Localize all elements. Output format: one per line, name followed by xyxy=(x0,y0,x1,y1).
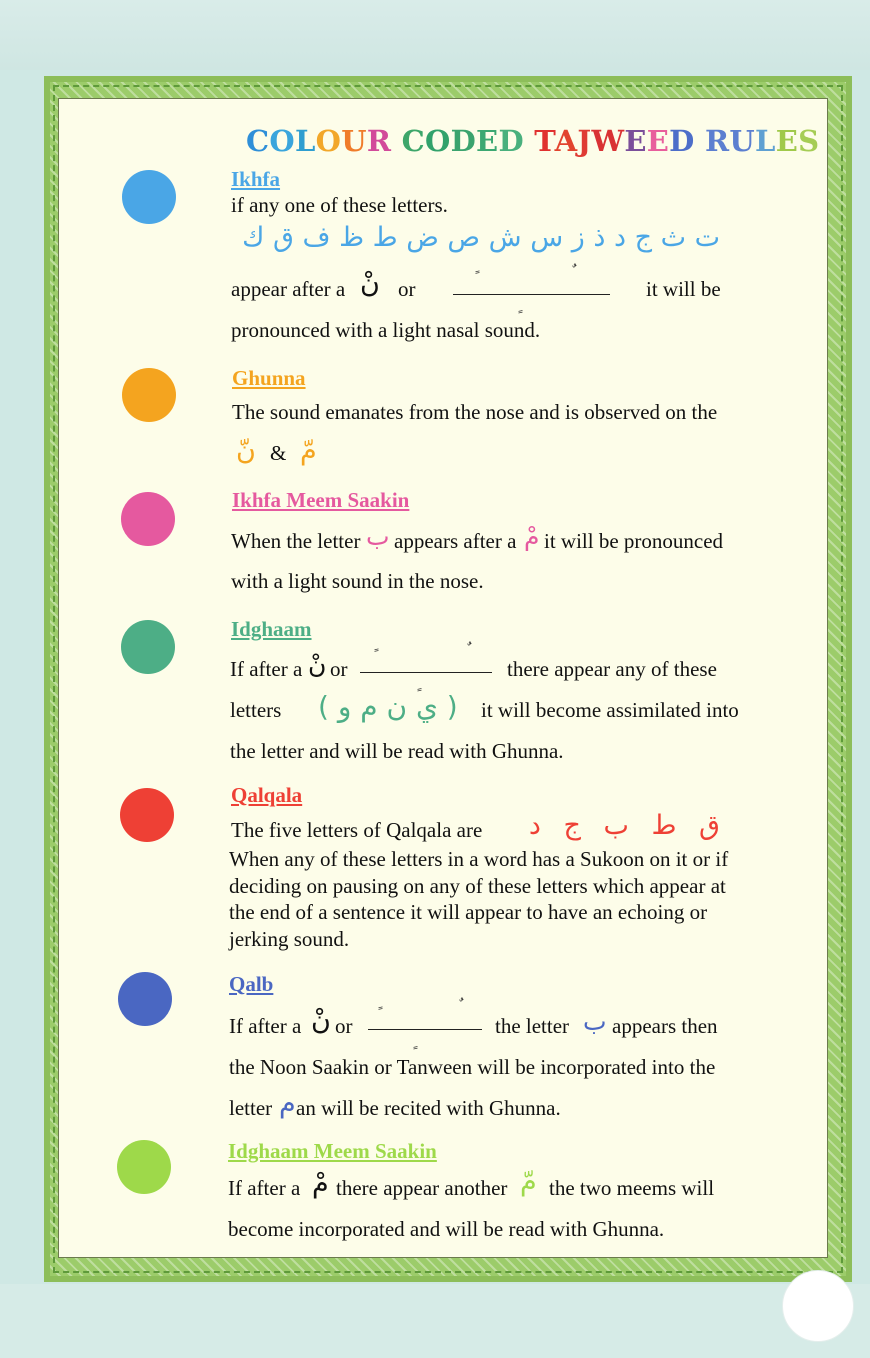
ghunna-noon-shadda: نّ xyxy=(236,435,256,466)
title-letter: C xyxy=(401,124,426,158)
qalb-line-1c: appears then xyxy=(612,1014,718,1038)
idghaam-color-dot xyxy=(121,620,175,674)
idghaam-meem-line-1a: If after a xyxy=(228,1176,301,1200)
ikhfa-line-1: if any one of these letters. xyxy=(231,193,448,217)
qalqala-color-dot xyxy=(120,788,174,842)
qalqala-letters: ق ط ب ج د xyxy=(528,810,720,841)
title-letter: C xyxy=(246,124,270,158)
idghaam-meem-heading: Idghaam Meem Saakin xyxy=(228,1139,437,1163)
idghaam-line-2a: letters xyxy=(230,698,282,722)
title-letter: E xyxy=(476,124,499,158)
title-letter: A xyxy=(554,124,578,158)
ikhfa-meem-line-1a: When the letter xyxy=(231,529,361,553)
idghaam-tanween-blank xyxy=(360,672,492,673)
idghaam-meem-line-1c: the two meems will xyxy=(549,1176,715,1200)
qalb-meem-letter: م xyxy=(279,1088,296,1119)
title-letter: E xyxy=(646,124,670,158)
title-letter: R xyxy=(704,124,730,158)
title-letter xyxy=(695,124,705,158)
title-letter xyxy=(391,124,401,158)
title-letter: T xyxy=(534,124,555,158)
qalb-noon-saakin: نْ xyxy=(311,1005,331,1036)
ikhfa-meem-meem-saakin: مْ xyxy=(524,522,540,551)
title-letter: O xyxy=(269,124,295,158)
ghunna-meem-shadda: مّ xyxy=(300,435,317,466)
qalb-line-1b: the letter xyxy=(495,1014,570,1038)
title-letter xyxy=(524,124,534,158)
ikhfa-noon-saakin: نْ xyxy=(360,268,380,299)
qalb-line-1a: If after a xyxy=(229,1014,302,1038)
ikhfa-meem-line-2: with a light sound in the nose. xyxy=(231,569,484,593)
ikhfa-line-3: pronounced with a light nasal sound. xyxy=(231,318,541,342)
idghaam-letters: ( ي ن م و ) xyxy=(318,690,458,723)
idghaam-heading: Idghaam xyxy=(231,617,312,641)
qalb-color-dot xyxy=(118,972,172,1026)
ikhfa-meem-line-1b: appears after a xyxy=(394,529,517,553)
qalqala-paragraph: When any of these letters in a word has a Sukoon on it or if deciding on pausing on any of these letters which appear at the end of a sentence it will appear to have an echoing or jerking sound. xyxy=(229,847,729,951)
title-letter: L xyxy=(294,124,316,158)
ikhfa-meem-ba-letter: ب xyxy=(366,522,390,551)
page-number-circle xyxy=(782,1270,854,1342)
ikhfa-meem-heading: Ikhfa Meem Saakin xyxy=(232,488,410,512)
ikhfa-meem-line-1c: it will be pronounced xyxy=(544,529,724,553)
ghunna-ampersand: & xyxy=(270,441,287,465)
title-letter: O xyxy=(315,124,342,158)
qalb-line-1-or: or xyxy=(335,1014,353,1038)
ghunna-heading: Ghunna xyxy=(232,366,306,390)
title-letter: W xyxy=(591,124,625,158)
title-letter: E xyxy=(775,124,799,158)
idghaam-meem-meem-shadda: مّ xyxy=(520,1166,537,1197)
ghunna-color-dot xyxy=(122,368,176,422)
title-letter: S xyxy=(798,124,820,158)
title-letter: D xyxy=(669,124,695,158)
idghaam-line-1a: If after a xyxy=(230,657,303,681)
qalb-tanween-blank xyxy=(368,1029,482,1030)
qalqala-line-1: The five letters of Qalqala are xyxy=(231,818,483,842)
title-letter: O xyxy=(425,124,451,158)
ikhfa-line-2-start: appear after a xyxy=(231,277,346,301)
title-letter: U xyxy=(341,124,367,158)
qalb-line-3b: an will be recited with Ghunna. xyxy=(296,1096,561,1120)
title-letter: D xyxy=(450,124,477,158)
ikhfa-color-dot xyxy=(122,170,176,224)
qalb-line-3a: letter xyxy=(229,1096,273,1120)
idghaam-line-2b: it will become assimilated into xyxy=(481,698,739,722)
ikhfa-line-2-or: or xyxy=(398,277,416,301)
idghaam-meem-line-2: become incorporated and will be read with Ghunna. xyxy=(228,1217,665,1241)
idghaam-meem-color-dot xyxy=(117,1140,171,1194)
idghaam-line-3: the letter and will be read with Ghunna. xyxy=(230,739,564,763)
background-page-footer xyxy=(0,1284,870,1358)
qalqala-heading: Qalqala xyxy=(231,783,303,807)
ikhfa-heading: Ikhfa xyxy=(231,167,281,191)
idghaam-line-1b: there appear any of these xyxy=(507,657,717,681)
idghaam-line-1-or: or xyxy=(330,657,348,681)
title-letter: R xyxy=(366,124,392,158)
ikhfa-letters: ت ث ج د ذ ز س ش ص ض ط ظ ف ق ك xyxy=(242,222,720,253)
background-page-header xyxy=(0,0,870,70)
idghaam-noon-saakin: نْ xyxy=(308,650,327,679)
qalb-ba-letter: ب xyxy=(583,1007,607,1036)
idghaam-meem-meem-saakin: مْ xyxy=(312,1168,329,1199)
page-title xyxy=(246,124,820,158)
qalb-line-2: the Noon Saakin or Tanween will be incorporated into the xyxy=(229,1055,716,1079)
qalb-heading: Qalb xyxy=(229,972,274,996)
ikhfa-line-2-end: it will be xyxy=(646,277,721,301)
title-letter: L xyxy=(754,124,776,158)
idghaam-meem-line-1b: there appear another xyxy=(336,1176,508,1200)
title-letter: U xyxy=(729,124,755,158)
title-letter: D xyxy=(498,124,524,158)
ikhfa-meem-color-dot xyxy=(121,492,175,546)
ikhfa-tanween-blank xyxy=(453,294,610,295)
title-letter: E xyxy=(624,124,647,158)
title-letter: J xyxy=(577,124,592,158)
ghunna-line-1: The sound emanates from the nose and is observed on the xyxy=(232,400,718,424)
